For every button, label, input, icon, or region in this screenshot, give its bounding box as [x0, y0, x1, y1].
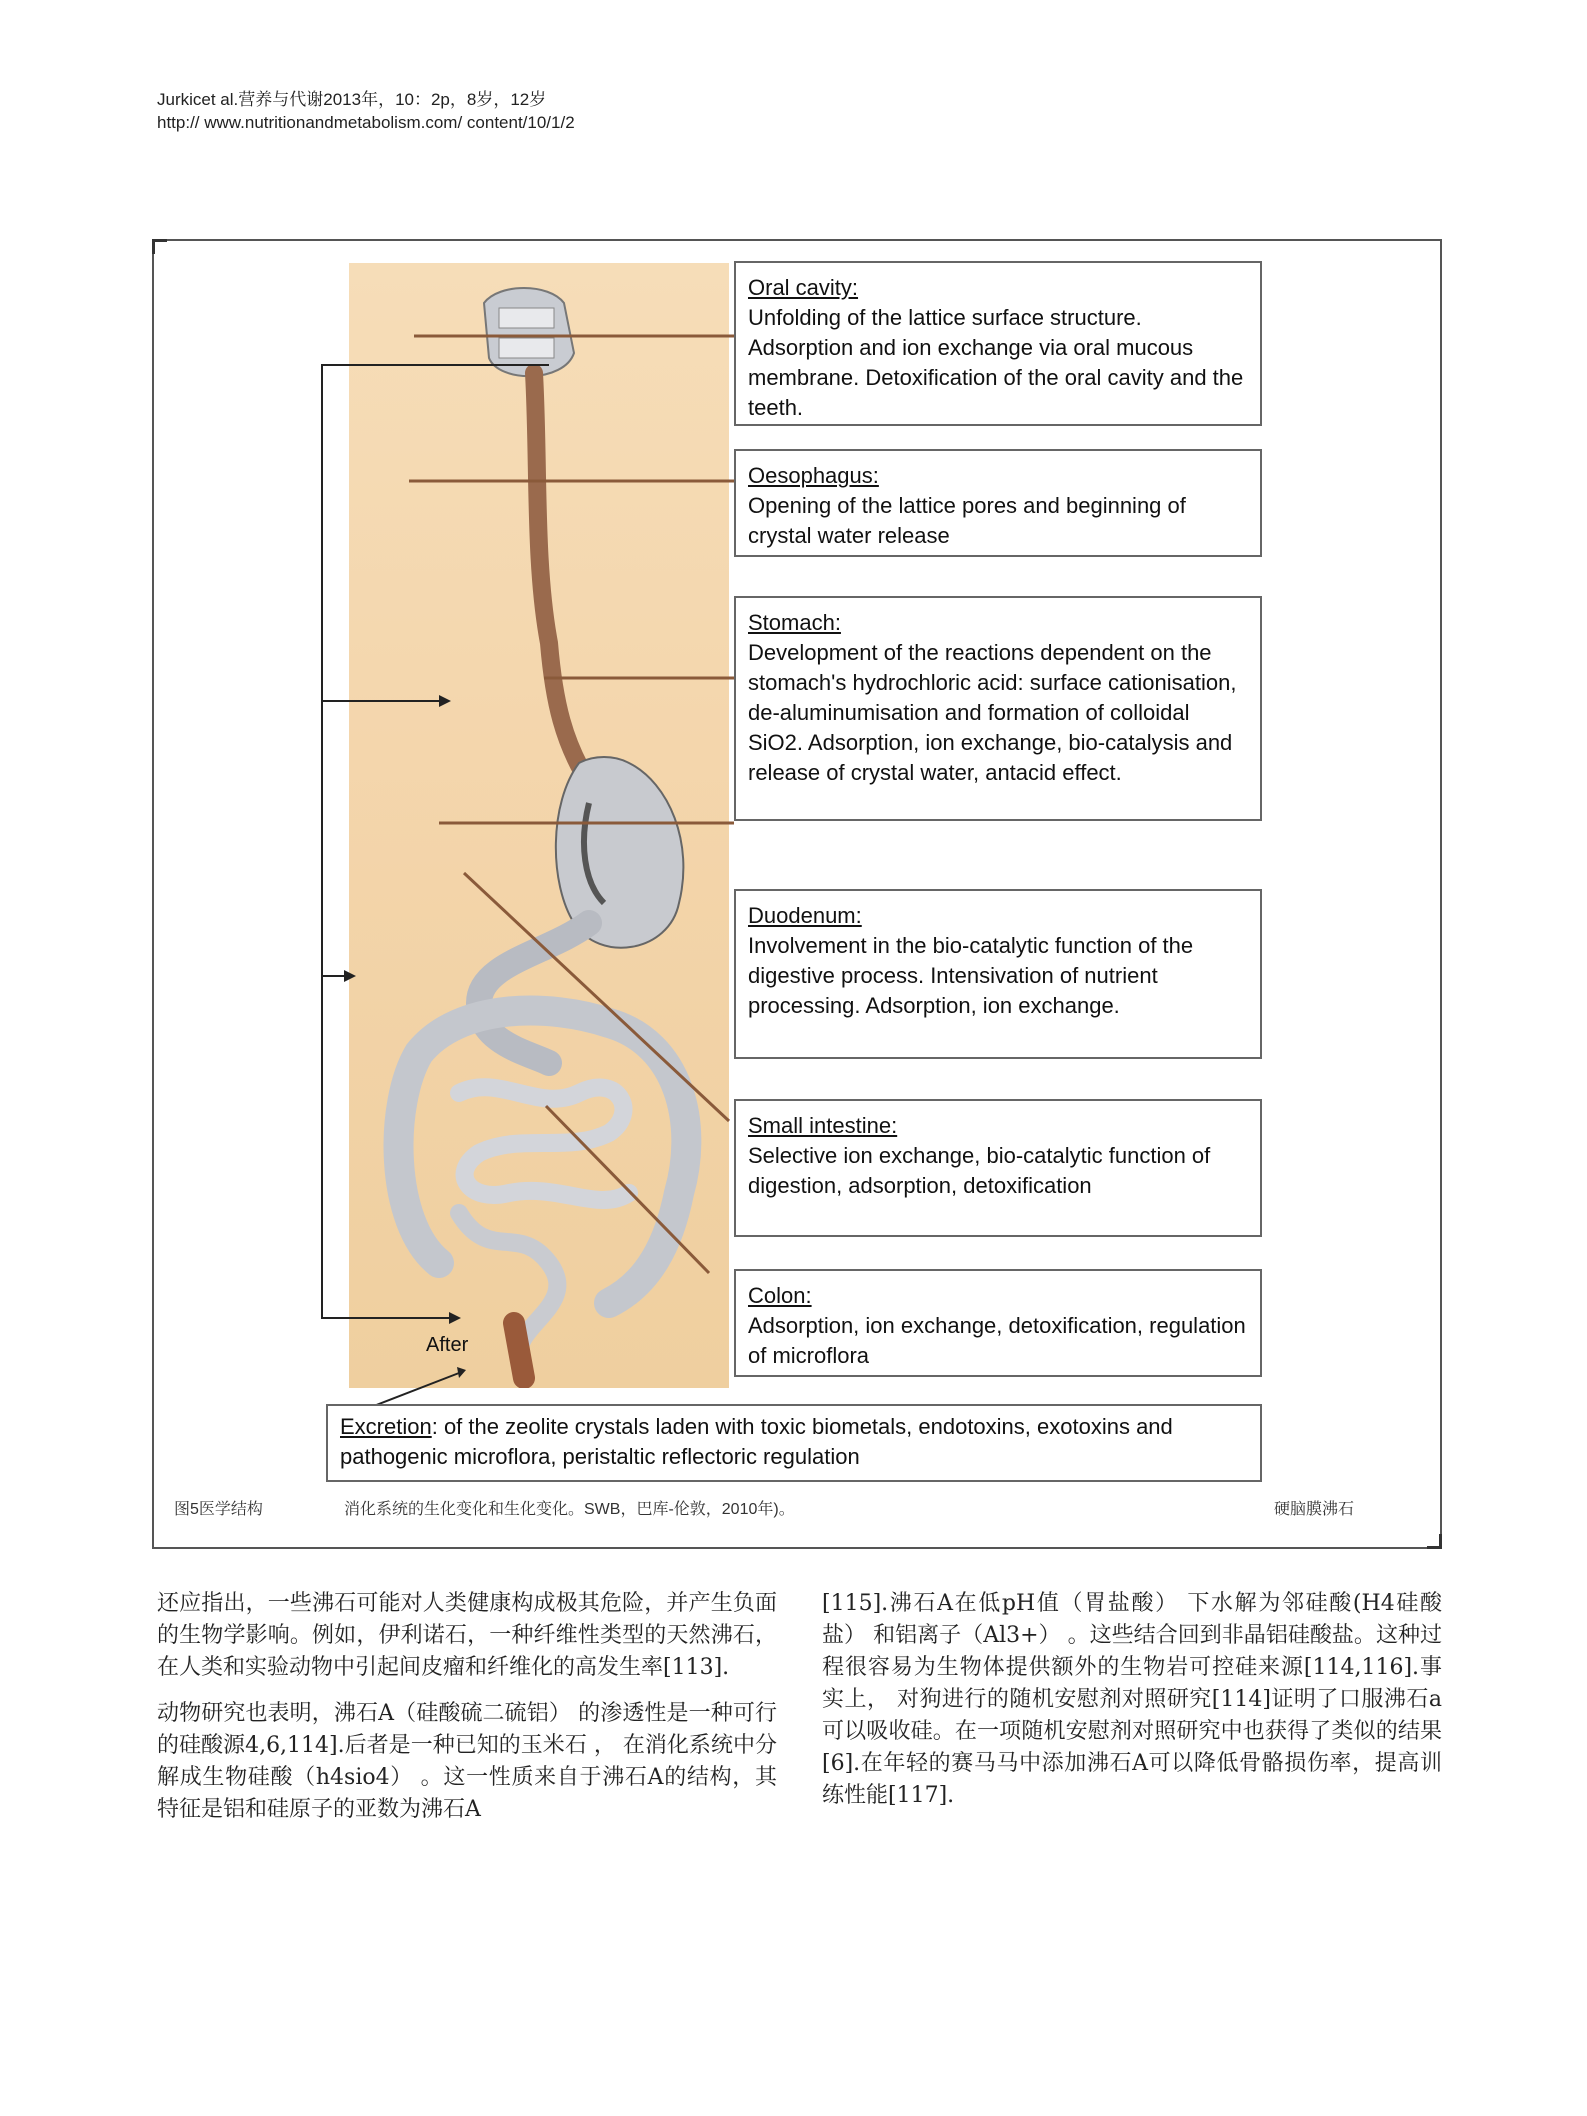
figure-caption-right: 硬脑膜沸石	[1274, 1501, 1355, 1518]
citation-line: Jurkicet al.营养与代谢2013年，10：2p，8岁，12岁	[157, 90, 547, 109]
box-title: Colon:	[748, 1283, 812, 1308]
box-title: Oral cavity:	[748, 275, 859, 300]
oral-cavity-box	[734, 261, 1262, 426]
colon-box	[734, 1269, 1262, 1377]
excretion-box	[326, 1404, 1262, 1482]
box-text: Unfolding of the lattice surface structure. Adsorption and ion exchange via oral mucous membrane. Detoxification of the oral cavity and the teeth.	[748, 305, 1244, 420]
page-header	[157, 88, 575, 134]
paragraph: 还应指出，一些沸石可能对人类健康构成极其危险，并产生负面的生物学影响。例如，伊利诺石，一种纤维性类型的天然沸石，在人类和实验动物中引起间皮瘤和纤维化的高发生率[113].	[157, 1591, 777, 1680]
box-text: Adsorption, ion exchange, detoxification, regulation of microflora	[748, 1313, 1246, 1368]
figure-label: 图5医学结构	[174, 1501, 263, 1518]
small-intestine-box	[734, 1099, 1262, 1237]
box-title: Duodenum:	[748, 903, 862, 928]
box-text: Selective ion exchange, bio-catalytic function of digestion, adsorption, detoxification	[748, 1143, 1211, 1198]
oesophagus-box	[734, 449, 1262, 557]
excretion-title: Excretion	[340, 1414, 432, 1439]
box-text: Development of the reactions dependent on the stomach's hydrochloric acid: surface cationisation, de-aluminumisation and formation of colloidal SiO2. Adsorption, ion exchange, bio-catalysis and release of crystal water, antacid effect.	[748, 640, 1237, 785]
right-column	[822, 1588, 1442, 1826]
journal-url: http:// www.nutritionandmetabolism.com/ content/10/1/2	[157, 113, 575, 132]
box-text: Opening of the lattice pores and beginning of crystal water release	[748, 493, 1186, 548]
duodenum-box	[734, 889, 1262, 1059]
paragraph: 动物研究也表明，沸石A（硅酸硫二硫铝） 的渗透性是一种可行的硅酸源4,6,114].后者是一种已知的玉米石 ， 在消化系统中分解成生物硅酸（h4sio4） 。这一性质来自于沸石A的结构，其特征是铝和硅原子的亚数为沸石A	[157, 1701, 777, 1822]
box-title: Small intestine:	[748, 1113, 898, 1138]
stomach-box	[734, 596, 1262, 821]
after-label: After	[426, 1334, 469, 1356]
figure-5	[152, 239, 1442, 1549]
box-title: Oesophagus:	[748, 463, 879, 488]
box-text: Involvement in the bio-catalytic function of the digestive process. Intensivation of nutrient processing. Adsorption, ion exchange.	[748, 933, 1194, 1018]
figure-caption: 消化系统的生化变化和生化变化。SWB，巴库-伦敦，2010年)。	[344, 1501, 795, 1518]
box-title: Stomach:	[748, 610, 841, 635]
excretion-text: : of the zeolite crystals laden with toxic biometals, endotoxins, exotoxins and pathogenic microflora, peristaltic reflectoric regulation	[340, 1414, 1173, 1469]
paragraph: [115].沸石A在低pH值（胃盐酸） 下水解为邻硅酸(H4硅酸盐） 和铝离子（Al3+） 。这些结合回到非晶铝硅酸盐。这种过程很容易为生物体提供额外的生物岩可控硅来源[114,116].事实上， 对狗进行的随机安慰剂对照研究[114]证明了口服沸石a可以吸收硅。在一项随机安慰剂对照研究中也获得了类似的结果[6].在年轻的赛马马中添加沸石A可以降低骨骼损伤率，提高训练性能[117].	[822, 1591, 1442, 1808]
left-column	[157, 1588, 777, 1840]
